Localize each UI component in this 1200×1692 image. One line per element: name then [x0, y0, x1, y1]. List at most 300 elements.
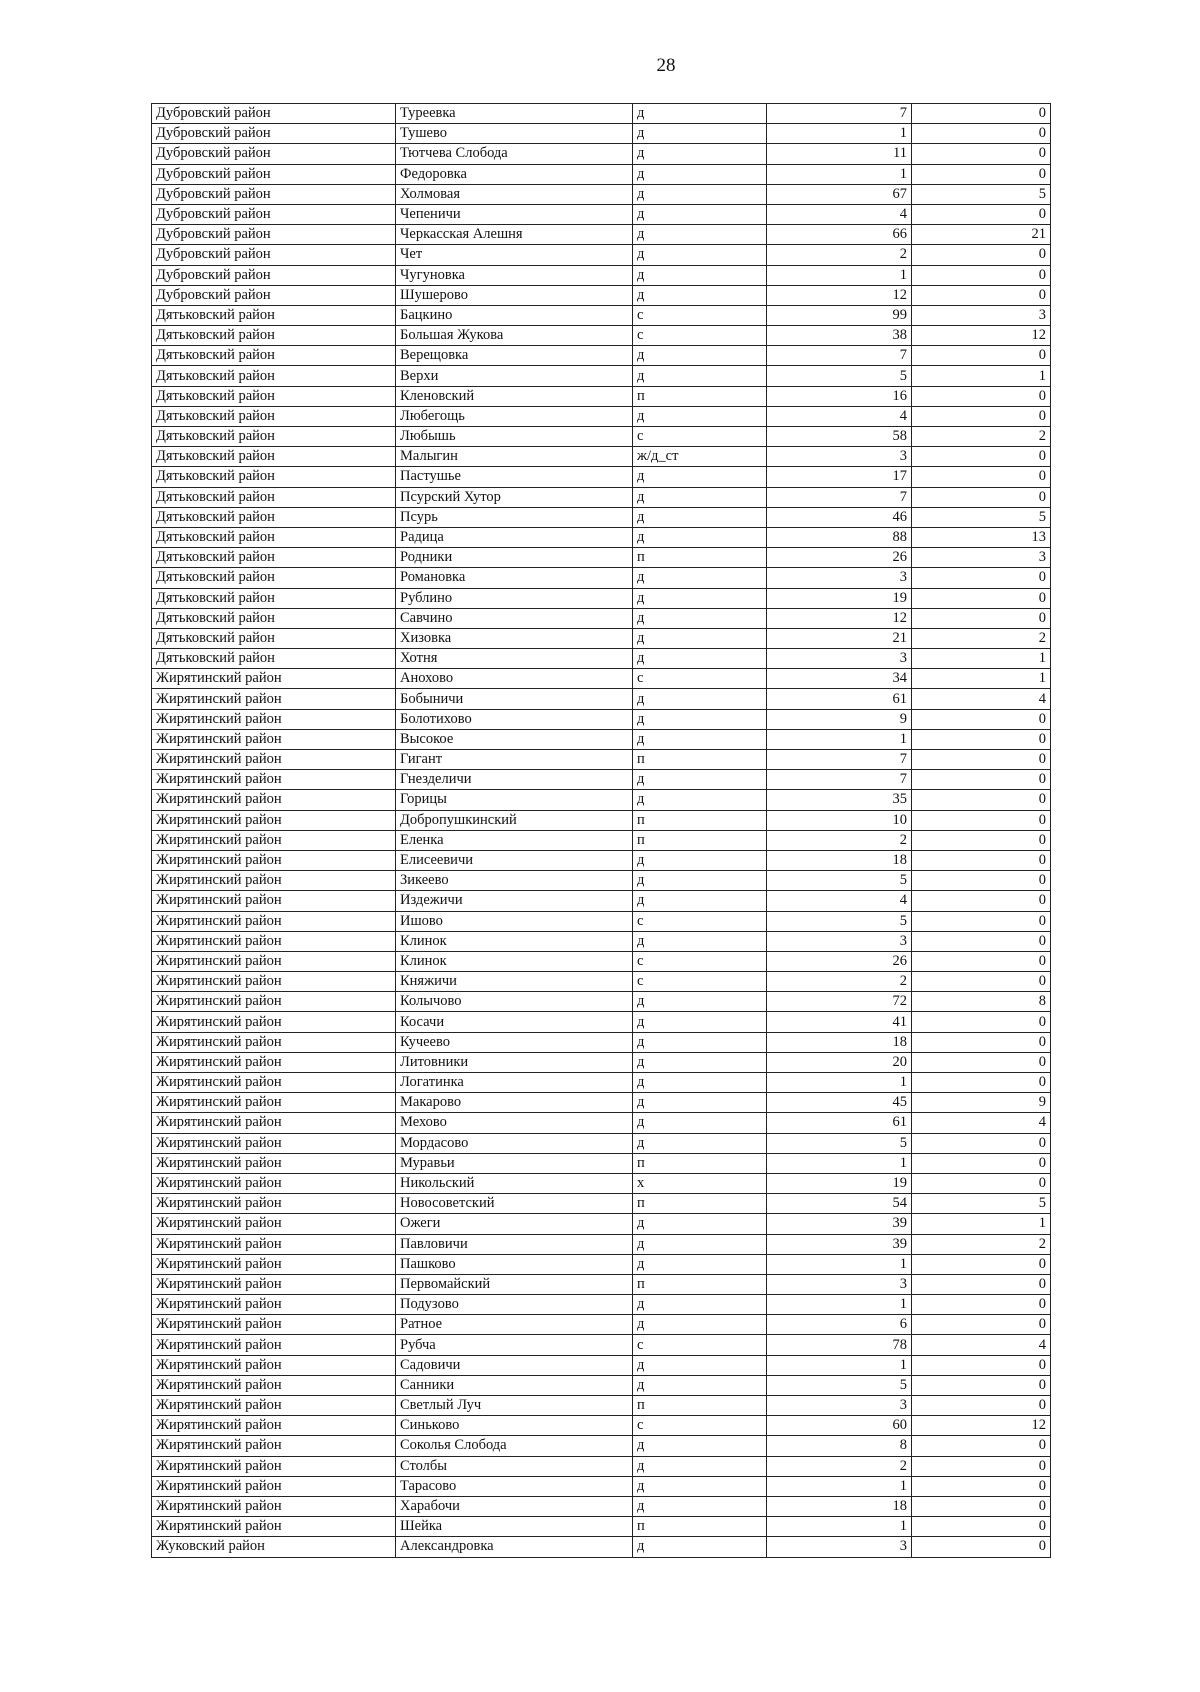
- value-cell: 0: [912, 124, 1051, 144]
- count-cell: 41: [767, 1012, 912, 1032]
- table-row: [152, 1194, 1051, 1214]
- district-cell: Жирятинский район: [152, 830, 396, 850]
- value-cell: 21: [912, 225, 1051, 245]
- value-cell: 0: [912, 346, 1051, 366]
- settlement-cell: Хотня: [396, 649, 633, 669]
- value-cell: 0: [912, 1295, 1051, 1315]
- settlement-cell: Шейка: [396, 1517, 633, 1537]
- value-cell: 2: [912, 628, 1051, 648]
- type-cell: п: [633, 1194, 767, 1214]
- value-cell: 0: [912, 487, 1051, 507]
- value-cell: 0: [912, 911, 1051, 931]
- district-cell: Дятьковский район: [152, 366, 396, 386]
- settlement-cell: Гнезделичи: [396, 770, 633, 790]
- settlement-cell: Харабочи: [396, 1496, 633, 1516]
- type-cell: д: [633, 527, 767, 547]
- count-cell: 2: [767, 245, 912, 265]
- district-cell: Жирятинский район: [152, 1436, 396, 1456]
- type-cell: д: [633, 1214, 767, 1234]
- district-cell: Жирятинский район: [152, 972, 396, 992]
- value-cell: 0: [912, 871, 1051, 891]
- type-cell: п: [633, 1517, 767, 1537]
- count-cell: 6: [767, 1315, 912, 1335]
- value-cell: 0: [912, 608, 1051, 628]
- value-cell: 0: [912, 1355, 1051, 1375]
- count-cell: 7: [767, 770, 912, 790]
- count-cell: 3: [767, 931, 912, 951]
- district-cell: Дубровский район: [152, 184, 396, 204]
- district-cell: Жирятинский район: [152, 1315, 396, 1335]
- value-cell: 0: [912, 1052, 1051, 1072]
- count-cell: 3: [767, 1274, 912, 1294]
- table-row: [152, 1396, 1051, 1416]
- settlement-cell: Елисеевичи: [396, 850, 633, 870]
- table-row: [152, 1335, 1051, 1355]
- settlement-cell: Чугуновка: [396, 265, 633, 285]
- district-cell: Жирятинский район: [152, 1517, 396, 1537]
- district-cell: Дятьковский район: [152, 305, 396, 325]
- settlement-cell: Горицы: [396, 790, 633, 810]
- type-cell: д: [633, 1093, 767, 1113]
- value-cell: 0: [912, 891, 1051, 911]
- table-row: [152, 1214, 1051, 1234]
- settlement-cell: Рубча: [396, 1335, 633, 1355]
- table-row: [152, 1456, 1051, 1476]
- district-cell: Жирятинский район: [152, 1012, 396, 1032]
- count-cell: 1: [767, 1355, 912, 1375]
- table-row: [152, 568, 1051, 588]
- type-cell: д: [633, 790, 767, 810]
- table-body: [152, 104, 1051, 1558]
- district-cell: Жирятинский район: [152, 1113, 396, 1133]
- value-cell: 0: [912, 1375, 1051, 1395]
- settlement-cell: Романовка: [396, 568, 633, 588]
- district-cell: Жирятинский район: [152, 689, 396, 709]
- settlement-cell: Псурь: [396, 507, 633, 527]
- district-cell: Жирятинский район: [152, 1456, 396, 1476]
- district-cell: Жирятинский район: [152, 1476, 396, 1496]
- type-cell: с: [633, 669, 767, 689]
- count-cell: 3: [767, 568, 912, 588]
- district-cell: Жирятинский район: [152, 1416, 396, 1436]
- count-cell: 1: [767, 1153, 912, 1173]
- table-row: [152, 1254, 1051, 1274]
- table-row: [152, 225, 1051, 245]
- value-cell: 4: [912, 1113, 1051, 1133]
- value-cell: 0: [912, 386, 1051, 406]
- district-cell: Дятьковский район: [152, 548, 396, 568]
- table-row: [152, 305, 1051, 325]
- district-cell: Дятьковский район: [152, 427, 396, 447]
- settlement-cell: Никольский: [396, 1173, 633, 1193]
- type-cell: д: [633, 245, 767, 265]
- count-cell: 26: [767, 548, 912, 568]
- value-cell: 0: [912, 1456, 1051, 1476]
- value-cell: 0: [912, 204, 1051, 224]
- settlement-cell: Соколья Слобода: [396, 1436, 633, 1456]
- value-cell: 0: [912, 144, 1051, 164]
- count-cell: 26: [767, 951, 912, 971]
- type-cell: д: [633, 850, 767, 870]
- district-cell: Дубровский район: [152, 285, 396, 305]
- type-cell: д: [633, 992, 767, 1012]
- table-row: [152, 245, 1051, 265]
- district-cell: Жирятинский район: [152, 891, 396, 911]
- value-cell: 0: [912, 770, 1051, 790]
- district-cell: Жирятинский район: [152, 931, 396, 951]
- district-cell: Дятьковский район: [152, 527, 396, 547]
- district-cell: Жирятинский район: [152, 750, 396, 770]
- settlement-cell: Княжичи: [396, 972, 633, 992]
- value-cell: 0: [912, 447, 1051, 467]
- type-cell: с: [633, 427, 767, 447]
- district-cell: Жирятинский район: [152, 1295, 396, 1315]
- type-cell: д: [633, 770, 767, 790]
- settlement-cell: Логатинка: [396, 1073, 633, 1093]
- count-cell: 60: [767, 1416, 912, 1436]
- table-row: [152, 729, 1051, 749]
- district-cell: Дятьковский район: [152, 507, 396, 527]
- district-cell: Дятьковский район: [152, 447, 396, 467]
- type-cell: д: [633, 285, 767, 305]
- value-cell: 0: [912, 1315, 1051, 1335]
- settlement-cell: Клинок: [396, 951, 633, 971]
- count-cell: 3: [767, 649, 912, 669]
- settlement-cell: Тютчева Слобода: [396, 144, 633, 164]
- type-cell: д: [633, 709, 767, 729]
- count-cell: 67: [767, 184, 912, 204]
- count-cell: 78: [767, 1335, 912, 1355]
- type-cell: д: [633, 406, 767, 426]
- table-row: [152, 1315, 1051, 1335]
- value-cell: 0: [912, 1173, 1051, 1193]
- district-cell: Жирятинский район: [152, 1496, 396, 1516]
- district-cell: Дятьковский район: [152, 628, 396, 648]
- type-cell: д: [633, 588, 767, 608]
- count-cell: 3: [767, 1537, 912, 1557]
- settlement-cell: Ратное: [396, 1315, 633, 1335]
- type-cell: д: [633, 1537, 767, 1557]
- type-cell: д: [633, 1234, 767, 1254]
- table-row: [152, 810, 1051, 830]
- type-cell: д: [633, 628, 767, 648]
- table-row: [152, 366, 1051, 386]
- settlement-cell: Гигант: [396, 750, 633, 770]
- table-row: [152, 972, 1051, 992]
- value-cell: 0: [912, 850, 1051, 870]
- settlement-cell: Любегощь: [396, 406, 633, 426]
- value-cell: 1: [912, 649, 1051, 669]
- count-cell: 1: [767, 729, 912, 749]
- value-cell: 0: [912, 1254, 1051, 1274]
- settlement-cell: Верещовка: [396, 346, 633, 366]
- type-cell: д: [633, 568, 767, 588]
- type-cell: д: [633, 1032, 767, 1052]
- type-cell: д: [633, 1012, 767, 1032]
- settlement-cell: Верхи: [396, 366, 633, 386]
- type-cell: д: [633, 1355, 767, 1375]
- value-cell: 0: [912, 1517, 1051, 1537]
- district-cell: Жирятинский район: [152, 850, 396, 870]
- district-cell: Жирятинский район: [152, 1133, 396, 1153]
- value-cell: 0: [912, 245, 1051, 265]
- count-cell: 1: [767, 1476, 912, 1496]
- table-row: [152, 1355, 1051, 1375]
- settlement-cell: Колычово: [396, 992, 633, 1012]
- district-cell: Дубровский район: [152, 164, 396, 184]
- table-row: [152, 911, 1051, 931]
- district-cell: Дубровский район: [152, 204, 396, 224]
- settlements-table: [151, 103, 1051, 1558]
- page-number: 28: [656, 55, 676, 76]
- count-cell: 54: [767, 1194, 912, 1214]
- settlement-cell: Ишово: [396, 911, 633, 931]
- type-cell: д: [633, 871, 767, 891]
- count-cell: 1: [767, 164, 912, 184]
- value-cell: 0: [912, 1396, 1051, 1416]
- value-cell: 0: [912, 1073, 1051, 1093]
- table-row: [152, 346, 1051, 366]
- count-cell: 1: [767, 1517, 912, 1537]
- type-cell: д: [633, 1375, 767, 1395]
- settlement-cell: Холмовая: [396, 184, 633, 204]
- type-cell: д: [633, 487, 767, 507]
- type-cell: д: [633, 184, 767, 204]
- settlement-cell: Литовники: [396, 1052, 633, 1072]
- count-cell: 3: [767, 1396, 912, 1416]
- settlement-cell: Шушерово: [396, 285, 633, 305]
- table-row: [152, 1173, 1051, 1193]
- district-cell: Жирятинский район: [152, 790, 396, 810]
- type-cell: с: [633, 972, 767, 992]
- table-row: [152, 790, 1051, 810]
- value-cell: 0: [912, 1476, 1051, 1496]
- district-cell: Жирятинский район: [152, 1234, 396, 1254]
- table-row: [152, 265, 1051, 285]
- count-cell: 10: [767, 810, 912, 830]
- type-cell: п: [633, 810, 767, 830]
- type-cell: д: [633, 649, 767, 669]
- settlement-cell: Добропушкинский: [396, 810, 633, 830]
- type-cell: х: [633, 1173, 767, 1193]
- district-cell: Жирятинский район: [152, 1396, 396, 1416]
- district-cell: Жирятинский район: [152, 729, 396, 749]
- settlement-cell: Большая Жукова: [396, 326, 633, 346]
- district-cell: Дубровский район: [152, 265, 396, 285]
- table-row: [152, 548, 1051, 568]
- value-cell: 0: [912, 931, 1051, 951]
- value-cell: 0: [912, 265, 1051, 285]
- table-row: [152, 406, 1051, 426]
- settlement-cell: Макарово: [396, 1093, 633, 1113]
- table-row: [152, 1517, 1051, 1537]
- district-cell: Жирятинский район: [152, 951, 396, 971]
- table-row: [152, 850, 1051, 870]
- count-cell: 12: [767, 608, 912, 628]
- count-cell: 18: [767, 1032, 912, 1052]
- district-cell: Дятьковский район: [152, 487, 396, 507]
- count-cell: 20: [767, 1052, 912, 1072]
- table-row: [152, 386, 1051, 406]
- settlement-cell: Черкасская Алешня: [396, 225, 633, 245]
- count-cell: 4: [767, 406, 912, 426]
- type-cell: д: [633, 1295, 767, 1315]
- count-cell: 8: [767, 1436, 912, 1456]
- settlement-cell: Бобыничи: [396, 689, 633, 709]
- value-cell: 0: [912, 810, 1051, 830]
- settlement-cell: Радица: [396, 527, 633, 547]
- table-row: [152, 1537, 1051, 1557]
- table-row: [152, 931, 1051, 951]
- count-cell: 66: [767, 225, 912, 245]
- district-cell: Дятьковский район: [152, 608, 396, 628]
- value-cell: 3: [912, 548, 1051, 568]
- table-row: [152, 1234, 1051, 1254]
- value-cell: 0: [912, 1012, 1051, 1032]
- value-cell: 0: [912, 972, 1051, 992]
- table-row: [152, 1032, 1051, 1052]
- settlement-cell: Светлый Луч: [396, 1396, 633, 1416]
- type-cell: д: [633, 225, 767, 245]
- value-cell: 5: [912, 507, 1051, 527]
- settlement-cell: Туреевка: [396, 104, 633, 124]
- settlement-cell: Савчино: [396, 608, 633, 628]
- value-cell: 2: [912, 1234, 1051, 1254]
- table-row: [152, 1416, 1051, 1436]
- district-cell: Жирятинский район: [152, 1355, 396, 1375]
- district-cell: Жирятинский район: [152, 1093, 396, 1113]
- count-cell: 7: [767, 346, 912, 366]
- table-row: [152, 164, 1051, 184]
- district-cell: Жирятинский район: [152, 1214, 396, 1234]
- table-row: [152, 467, 1051, 487]
- count-cell: 45: [767, 1093, 912, 1113]
- district-cell: Жирятинский район: [152, 810, 396, 830]
- settlement-cell: Пашково: [396, 1254, 633, 1274]
- settlement-cell: Первомайский: [396, 1274, 633, 1294]
- settlement-cell: Пастушье: [396, 467, 633, 487]
- value-cell: 0: [912, 830, 1051, 850]
- value-cell: 0: [912, 729, 1051, 749]
- table-row: [152, 649, 1051, 669]
- type-cell: д: [633, 204, 767, 224]
- count-cell: 99: [767, 305, 912, 325]
- count-cell: 72: [767, 992, 912, 1012]
- type-cell: д: [633, 366, 767, 386]
- settlement-cell: Родники: [396, 548, 633, 568]
- table-row: [152, 891, 1051, 911]
- value-cell: 0: [912, 164, 1051, 184]
- district-cell: Дятьковский район: [152, 588, 396, 608]
- type-cell: д: [633, 1133, 767, 1153]
- type-cell: с: [633, 326, 767, 346]
- district-cell: Дубровский район: [152, 104, 396, 124]
- count-cell: 61: [767, 1113, 912, 1133]
- type-cell: д: [633, 265, 767, 285]
- type-cell: с: [633, 911, 767, 931]
- settlement-cell: Псурский Хутор: [396, 487, 633, 507]
- table-row: [152, 1133, 1051, 1153]
- settlement-cell: Муравьи: [396, 1153, 633, 1173]
- table-row: [152, 527, 1051, 547]
- table-row: [152, 1012, 1051, 1032]
- value-cell: 0: [912, 1032, 1051, 1052]
- district-cell: Жирятинский район: [152, 1335, 396, 1355]
- value-cell: 1: [912, 366, 1051, 386]
- value-cell: 12: [912, 326, 1051, 346]
- count-cell: 38: [767, 326, 912, 346]
- count-cell: 3: [767, 447, 912, 467]
- count-cell: 61: [767, 689, 912, 709]
- table-row: [152, 1476, 1051, 1496]
- settlement-cell: Косачи: [396, 1012, 633, 1032]
- value-cell: 0: [912, 568, 1051, 588]
- type-cell: д: [633, 1436, 767, 1456]
- settlement-cell: Анохово: [396, 669, 633, 689]
- type-cell: с: [633, 951, 767, 971]
- count-cell: 1: [767, 1073, 912, 1093]
- district-cell: Жирятинский район: [152, 1375, 396, 1395]
- district-cell: Дятьковский район: [152, 386, 396, 406]
- table-row: [152, 871, 1051, 891]
- settlement-cell: Кленовский: [396, 386, 633, 406]
- settlement-cell: Хизовка: [396, 628, 633, 648]
- settlement-cell: Федоровка: [396, 164, 633, 184]
- value-cell: 4: [912, 1335, 1051, 1355]
- type-cell: п: [633, 548, 767, 568]
- value-cell: 5: [912, 1194, 1051, 1214]
- count-cell: 17: [767, 467, 912, 487]
- count-cell: 1: [767, 1254, 912, 1274]
- table-row: [152, 1295, 1051, 1315]
- value-cell: 0: [912, 406, 1051, 426]
- value-cell: 0: [912, 285, 1051, 305]
- settlement-cell: Столбы: [396, 1456, 633, 1476]
- district-cell: Дятьковский район: [152, 467, 396, 487]
- settlement-cell: Синьково: [396, 1416, 633, 1436]
- settlement-cell: Бацкино: [396, 305, 633, 325]
- district-cell: Жирятинский район: [152, 1153, 396, 1173]
- value-cell: 0: [912, 951, 1051, 971]
- type-cell: д: [633, 104, 767, 124]
- district-cell: Жуковский район: [152, 1537, 396, 1557]
- count-cell: 7: [767, 750, 912, 770]
- value-cell: 5: [912, 184, 1051, 204]
- count-cell: 7: [767, 104, 912, 124]
- table-row: [152, 628, 1051, 648]
- count-cell: 2: [767, 830, 912, 850]
- count-cell: 4: [767, 891, 912, 911]
- count-cell: 39: [767, 1214, 912, 1234]
- value-cell: 0: [912, 1274, 1051, 1294]
- table-row: [152, 588, 1051, 608]
- district-cell: Дубровский район: [152, 124, 396, 144]
- district-cell: Жирятинский район: [152, 1173, 396, 1193]
- table-row: [152, 1073, 1051, 1093]
- settlement-cell: Чепеничи: [396, 204, 633, 224]
- table-row: [152, 1113, 1051, 1133]
- type-cell: д: [633, 689, 767, 709]
- district-cell: Жирятинский район: [152, 669, 396, 689]
- district-cell: Дубровский район: [152, 245, 396, 265]
- type-cell: д: [633, 144, 767, 164]
- table-row: [152, 326, 1051, 346]
- value-cell: 12: [912, 1416, 1051, 1436]
- district-cell: Дятьковский район: [152, 346, 396, 366]
- settlement-cell: Павловичи: [396, 1234, 633, 1254]
- count-cell: 5: [767, 1133, 912, 1153]
- table-row: [152, 770, 1051, 790]
